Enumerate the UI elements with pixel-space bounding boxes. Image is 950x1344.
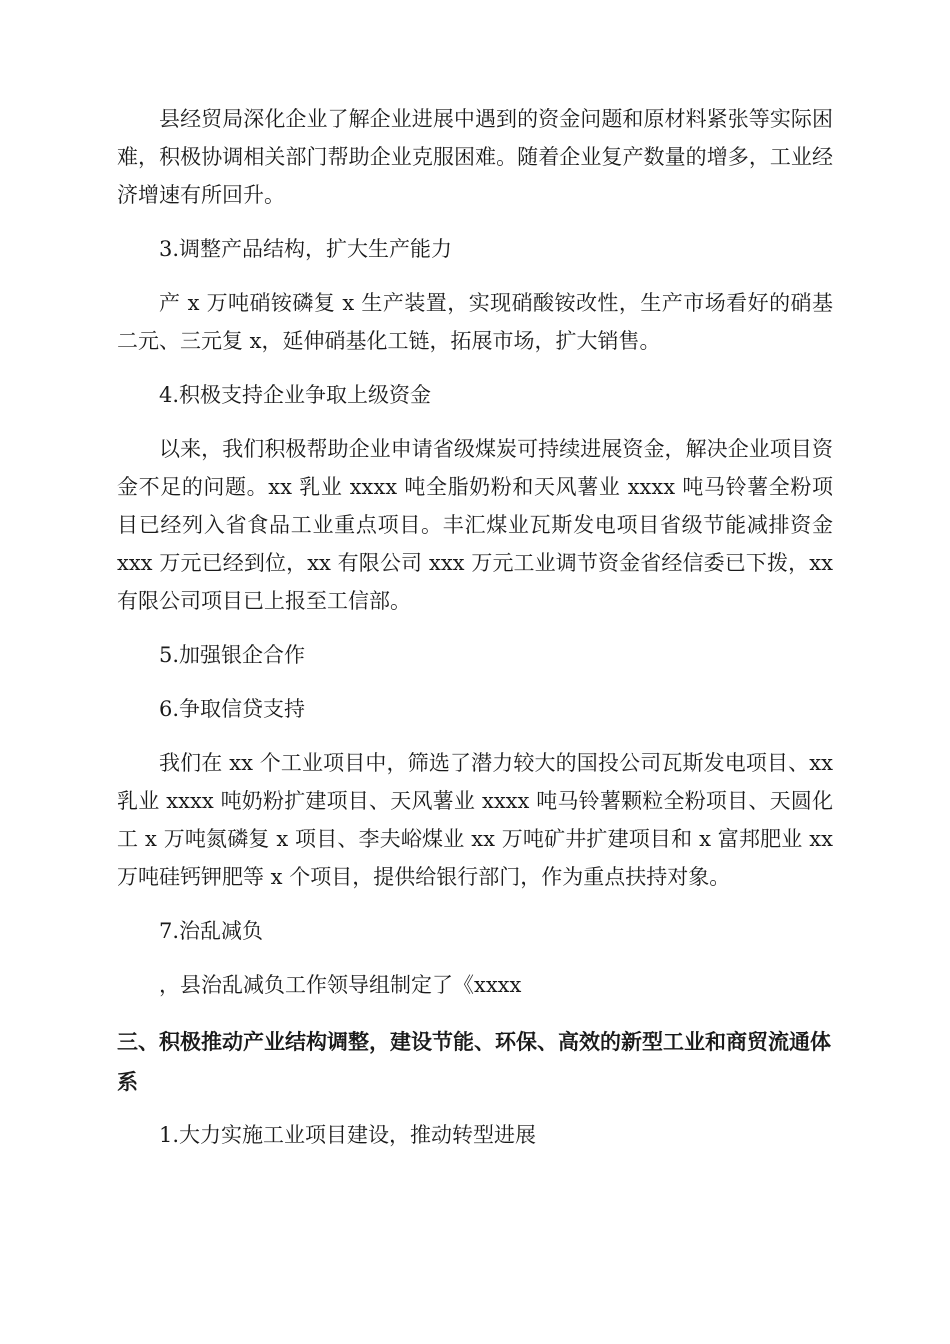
heading-bank-cooperation: 5.加强银企合作 — [159, 643, 306, 667]
paragraph-provincial-funds: 以来，我们积极帮助企业申请省级煤炭可持续进展资金，解决企业项目资金不足的问题。xx 乳业 xxxx 吨全脂奶粉和天风薯业 xxxx 吨马铃薯全粉项目已经列入省食品工业重点项目。丰汇煤业瓦斯发电项目省级节能减排资金 xxx 万元已经到位，xx 有限公司 xxx 万元工业调节资金省经信委已下拨，xx 有限公司项目已上报至工信部。 — [117, 437, 833, 613]
section-title-industrial-restructuring: 三、积极推动产业结构调整，建设节能、环保、高效的新型工业和商贸流通体系 — [117, 1030, 831, 1094]
heading-adjust-product-structure: 3.调整产品结构，扩大生产能力 — [159, 237, 453, 261]
heading-burden-reduction: 7.治乱减负 — [159, 919, 264, 943]
paragraph-nitrate-production: 产 x 万吨硝铵磷复 x 生产装置，实现硝酸铵改性，生产市场看好的硝基二元、三元复 x，延伸硝基化工链，拓展市场，扩大销售。 — [117, 291, 833, 353]
paragraph-selected-projects: 我们在 xx 个工业项目中，筛选了潜力较大的国投公司瓦斯发电项目、xx 乳业 xxxx 吨奶粉扩建项目、天风薯业 xxxx 吨马铃薯颗粒全粉项目、天圆化工 x 万吨氮磷复 x 项目、李夫峪煤业 xx 万吨矿井扩建项目和 x 富邦肥业 xx 万吨硅钙钾肥等 x 个项目，提供给银行部门，作为重点扶持对象。 — [117, 751, 833, 889]
heading-support-funding: 4.积极支持企业争取上级资金 — [159, 383, 432, 407]
paragraph-burden-reduction: ，县治乱减负工作领导组制定了《xxxx — [159, 973, 522, 997]
document-page — [117, 100, 833, 1154]
heading-credit-support: 6.争取信贷支持 — [159, 697, 306, 721]
paragraph-funding-difficulties: 县经贸局深化企业了解企业进展中遇到的资金问题和原材料紧张等实际困难，积极协调相关部门帮助企业克服困难。随着企业复产数量的增多，工业经济增速有所回升。 — [117, 107, 833, 207]
heading-industrial-projects: 1.大力实施工业项目建设，推动转型进展 — [159, 1123, 537, 1147]
